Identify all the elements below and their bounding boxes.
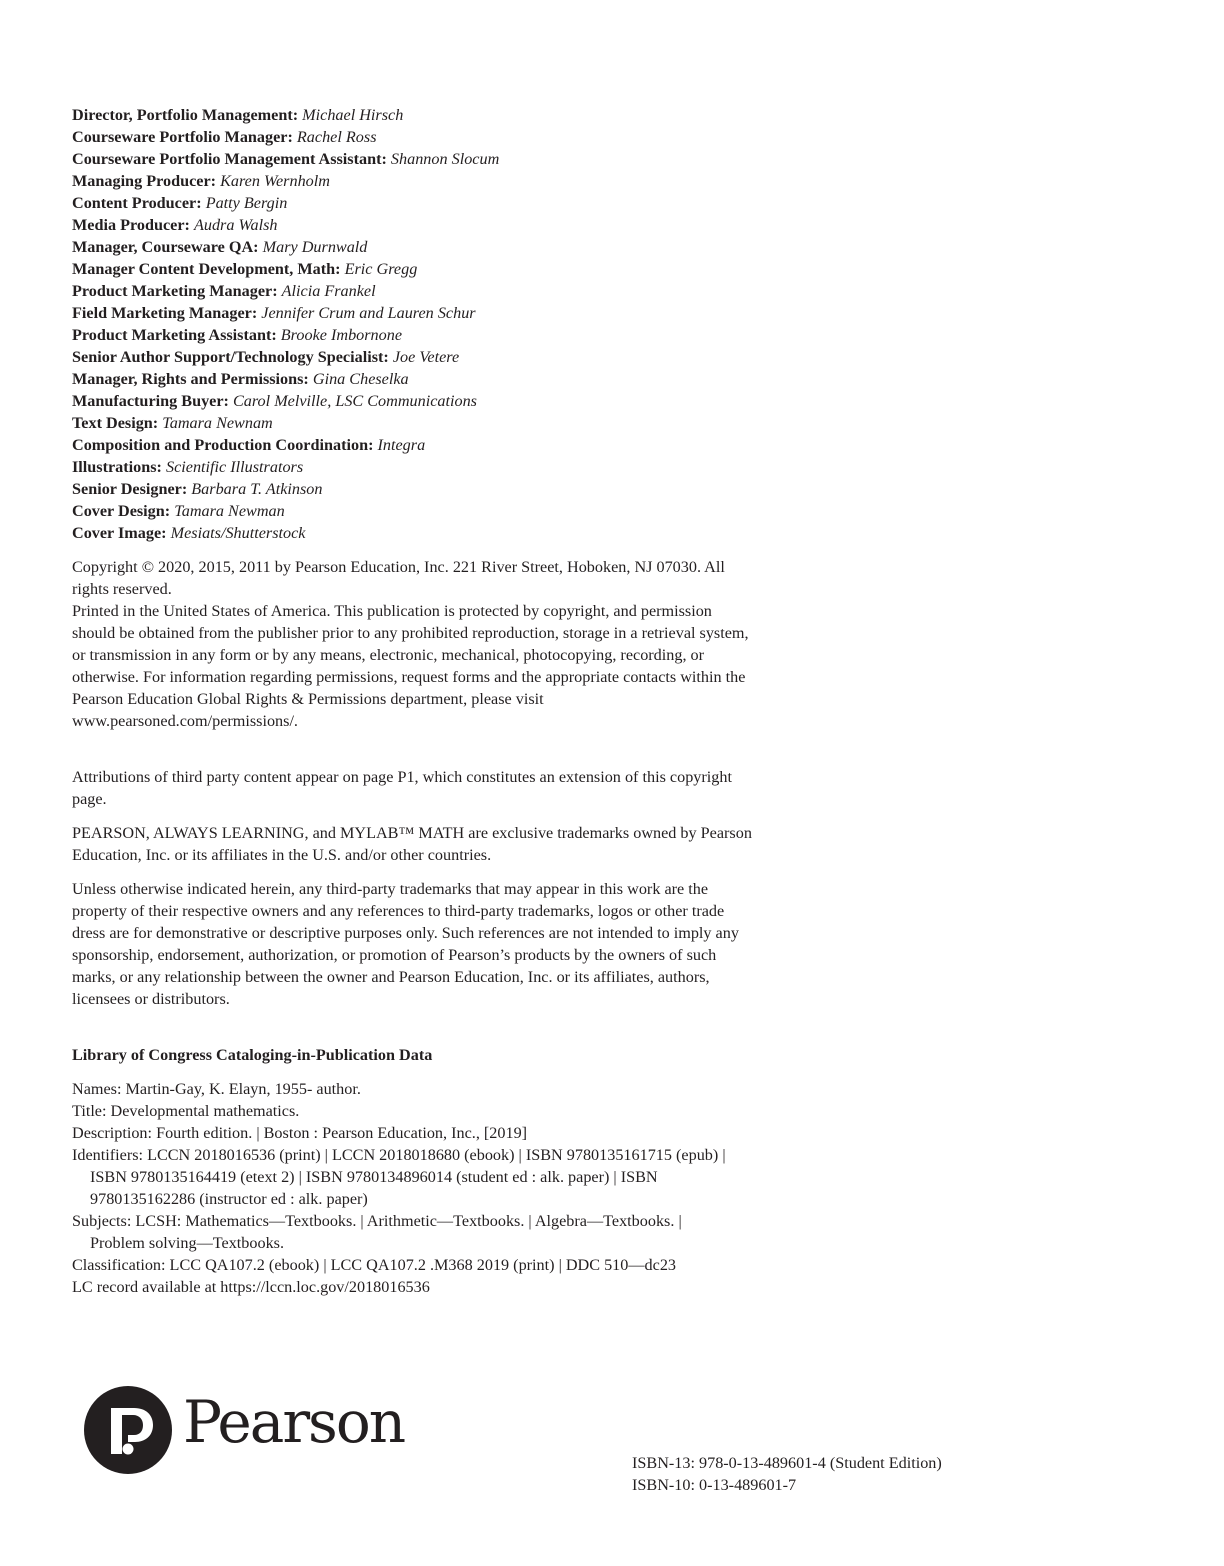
credit-role: Product Marketing Manager: bbox=[72, 282, 278, 300]
copyright-notice bbox=[72, 556, 752, 732]
credit-role: Field Marketing Manager: bbox=[72, 304, 258, 322]
credit-name: Karen Wernholm bbox=[220, 172, 330, 190]
credit-name: Audra Walsh bbox=[193, 216, 278, 234]
credit-role: Composition and Production Coordination: bbox=[72, 436, 374, 454]
cip-entry: Names: Martin-Gay, K. Elayn, 1955- author. bbox=[72, 1080, 361, 1098]
credit-name: Mesiats/Shutterstock bbox=[170, 524, 306, 542]
cip-entry: Identifiers: LCCN 2018016536 (print) | LCCN 2018018680 (ebook) | ISBN 9780135161715 (epub) | ISBN 9780135164419 (etext 2) | ISBN 9780134896014 (student ed : alk. paper) | ISBN 9780135162286 (instructor ed : alk. paper) bbox=[72, 1146, 726, 1208]
cip-entry: LC record available at https://lccn.loc.gov/2018016536 bbox=[72, 1278, 430, 1296]
credit-item bbox=[72, 170, 772, 192]
credit-role: Senior Author Support/Technology Specialist: bbox=[72, 348, 389, 366]
credit-item bbox=[72, 126, 772, 148]
credit-role: Media Producer: bbox=[72, 216, 190, 234]
credit-role: Manager, Courseware QA: bbox=[72, 238, 259, 256]
credit-name: Michael Hirsch bbox=[302, 106, 404, 124]
copyright-permissions: Printed in the United States of America. This publication is protected by copyright, and permission should be obtained from the publisher prior to any prohibited reproduction, storage in a retrieval system, or transmission in any form or by any means, electronic, mechanical, photocopying, recording, or otherwise. For information regarding permissions, request forms and the appropriate contacts within the Pearson Education Global Rights & Permissions department, please visit www.pearsoned.com/permissions/. bbox=[72, 602, 749, 730]
credit-item bbox=[72, 522, 772, 544]
cip-heading: Library of Congress Cataloging-in-Publication Data bbox=[72, 1046, 433, 1064]
trademarks-notice bbox=[72, 822, 752, 866]
credit-item bbox=[72, 258, 772, 280]
credit-item bbox=[72, 478, 772, 500]
pearson-wordmark: Pearson bbox=[183, 1388, 405, 1456]
credit-role: Manager, Rights and Permissions: bbox=[72, 370, 309, 388]
credit-item bbox=[72, 302, 772, 324]
credit-item bbox=[72, 324, 772, 346]
credit-name: Mary Durnwald bbox=[262, 238, 368, 256]
isbn-10: ISBN-10: 0-13-489601-7 bbox=[632, 1476, 797, 1494]
credit-name: Tamara Newman bbox=[174, 502, 285, 520]
third-party-trademarks-notice bbox=[72, 878, 752, 1010]
copyright-statement: Copyright © 2020, 2015, 2011 by Pearson Education, Inc. 221 River Street, Hoboken, NJ 07030. All rights reserved. bbox=[72, 558, 725, 598]
credit-name: Patty Bergin bbox=[205, 194, 288, 212]
credit-name: Jennifer Crum and Lauren Schur bbox=[261, 304, 476, 322]
credit-item bbox=[72, 148, 772, 170]
credit-role: Text Design: bbox=[72, 414, 159, 432]
credit-role: Senior Designer: bbox=[72, 480, 188, 498]
cip-data-list bbox=[72, 1078, 732, 1298]
credit-item bbox=[72, 280, 772, 302]
credit-name: Integra bbox=[377, 436, 426, 454]
credit-item bbox=[72, 456, 772, 478]
credit-item bbox=[72, 214, 772, 236]
credit-item bbox=[72, 434, 772, 456]
credit-role: Content Producer: bbox=[72, 194, 202, 212]
credit-name: Joe Vetere bbox=[392, 348, 460, 366]
attributions-text: Attributions of third party content appear on page P1, which constitutes an extension of this copyright page. bbox=[72, 768, 732, 808]
credit-item bbox=[72, 368, 772, 390]
credit-role: Managing Producer: bbox=[72, 172, 217, 190]
isbn-block bbox=[632, 1452, 942, 1496]
credit-role: Courseware Portfolio Manager: bbox=[72, 128, 293, 146]
credit-item bbox=[72, 346, 772, 368]
credit-role: Product Marketing Assistant: bbox=[72, 326, 277, 344]
credit-role: Manufacturing Buyer: bbox=[72, 392, 229, 410]
attributions-notice bbox=[72, 766, 752, 810]
credit-item bbox=[72, 192, 772, 214]
staff-credits-list bbox=[72, 104, 772, 544]
credit-name: Alicia Frankel bbox=[281, 282, 376, 300]
credit-name: Eric Gregg bbox=[344, 260, 418, 278]
credit-item bbox=[72, 104, 772, 126]
credit-name: Barbara T. Atkinson bbox=[191, 480, 323, 498]
credit-name: Rachel Ross bbox=[296, 128, 377, 146]
credit-name: Gina Cheselka bbox=[312, 370, 409, 388]
cip-entry: Description: Fourth edition. | Boston : Pearson Education, Inc., [2019] bbox=[72, 1124, 528, 1142]
credit-item bbox=[72, 390, 772, 412]
third-party-text: Unless otherwise indicated herein, any third-party trademarks that may appear in this work are the property of their respective owners and any references to third-party trademarks, logos or other trade dress are for demonstrative or descriptive purposes only. Such references are not intended to imply any sponsorship, endorsement, authorization, or promotion of Pearson’s products by the owners of such marks, or any relationship between the owner and Pearson Education, Inc. or its affiliates, authors, licensees or distributors. bbox=[72, 880, 739, 1008]
credit-role: Manager Content Development, Math: bbox=[72, 260, 341, 278]
cip-entry: Title: Developmental mathematics. bbox=[72, 1102, 300, 1120]
pearson-p-logo-icon bbox=[84, 1386, 172, 1474]
credit-role: Cover Image: bbox=[72, 524, 167, 542]
credit-name: Tamara Newnam bbox=[162, 414, 273, 432]
isbn-13: ISBN-13: 978-0-13-489601-4 (Student Edition) bbox=[632, 1454, 942, 1472]
credit-name: Brooke Imbornone bbox=[280, 326, 403, 344]
credit-item bbox=[72, 236, 772, 258]
pearson-logo bbox=[84, 1386, 414, 1486]
trademarks-text: PEARSON, ALWAYS LEARNING, and MYLAB™ MATH are exclusive trademarks owned by Pearson Education, Inc. or its affiliates in the U.S. and/or other countries. bbox=[72, 824, 752, 864]
credit-item bbox=[72, 412, 772, 434]
credit-name: Carol Melville, LSC Communications bbox=[232, 392, 477, 410]
credit-role: Illustrations: bbox=[72, 458, 162, 476]
credit-role: Director, Portfolio Management: bbox=[72, 106, 299, 124]
cip-entry: Subjects: LCSH: Mathematics—Textbooks. | Arithmetic—Textbooks. | Algebra—Textbooks. | Problem solving—Textbooks. bbox=[72, 1212, 682, 1252]
credit-name: Shannon Slocum bbox=[390, 150, 500, 168]
credit-role: Courseware Portfolio Management Assistant: bbox=[72, 150, 387, 168]
credit-role: Cover Design: bbox=[72, 502, 171, 520]
credit-item bbox=[72, 500, 772, 522]
credit-name: Scientific Illustrators bbox=[166, 458, 304, 476]
cip-entry: Classification: LCC QA107.2 (ebook) | LCC QA107.2 .M368 2019 (print) | DDC 510—dc23 bbox=[72, 1256, 677, 1274]
